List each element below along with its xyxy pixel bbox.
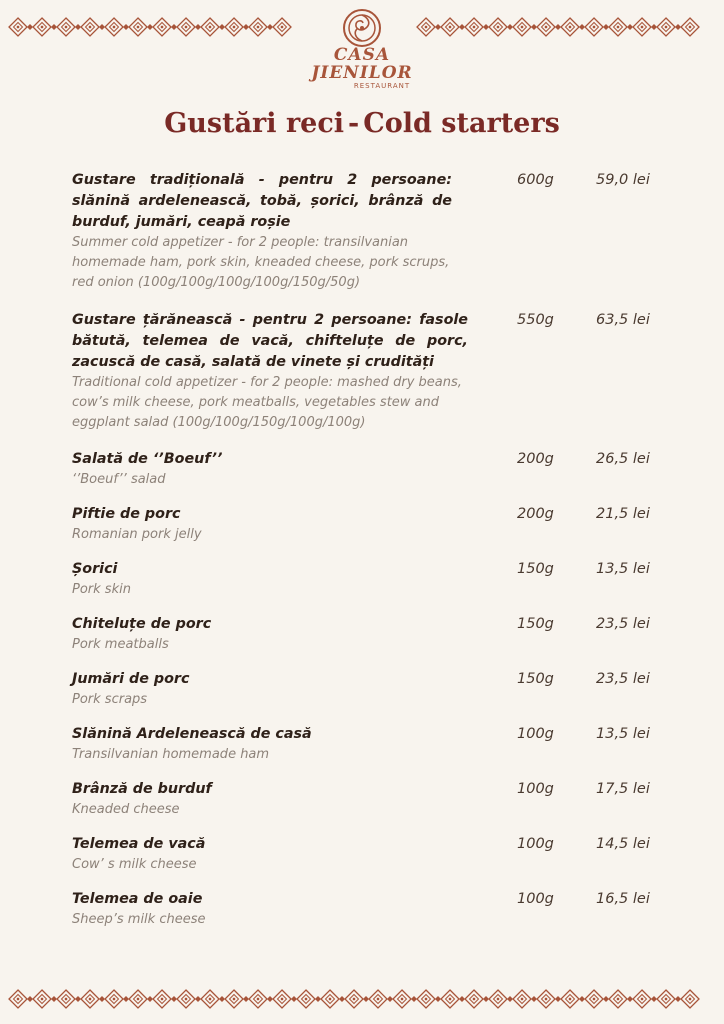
- ornate-medallion-icon: [342, 8, 382, 48]
- diamond-ornament: [201, 990, 219, 1008]
- title-english: Cold starters: [363, 108, 560, 139]
- menu-item-description: Cow’ s milk cheese: [72, 857, 197, 872]
- menu-item-weight: 150g: [517, 616, 554, 632]
- diamond-ornament: [33, 18, 51, 36]
- menu-item-price: 23,5 lei: [596, 671, 650, 687]
- menu-item: [72, 724, 672, 779]
- diamond-ornament: [609, 990, 627, 1008]
- diamond-ornament: [465, 990, 483, 1008]
- diamond-ornament: [585, 18, 603, 36]
- menu-item: [72, 310, 672, 449]
- menu-item-weight: 150g: [517, 671, 554, 687]
- menu-item: [72, 889, 672, 944]
- menu-item-weight: 100g: [517, 836, 554, 852]
- menu-item-description: ‘’Boeuf’’ salad: [72, 472, 166, 487]
- menu-item-texts: [72, 779, 468, 820]
- menu-item-price: 59,0 lei: [596, 172, 650, 188]
- diamond-ornament: [537, 990, 555, 1008]
- menu-item-texts: [72, 449, 468, 490]
- diamond-ornament: [225, 990, 243, 1008]
- diamond-ornament: [441, 990, 459, 1008]
- diamond-ornament: [681, 18, 699, 36]
- menu-item-price: 14,5 lei: [596, 836, 650, 852]
- menu-item-texts: [72, 170, 468, 293]
- bottom-decorative-border: [0, 982, 724, 1016]
- menu-item-description: Sheep’s milk cheese: [72, 912, 206, 927]
- menu-item-name: Salată de ‘’Boeuf’’: [72, 451, 223, 467]
- diamond-ornament: [489, 18, 507, 36]
- diamond-ornament: [273, 990, 291, 1008]
- diamond-ornament: [633, 990, 651, 1008]
- menu-item-weight: 200g: [517, 451, 554, 467]
- diamond-ornament: [609, 18, 627, 36]
- restaurant-logo: [290, 8, 434, 90]
- menu-item-name: Telemea de vacă: [72, 836, 206, 852]
- menu-item-weight: 200g: [517, 506, 554, 522]
- menu-item-description: Pork meatballs: [72, 637, 169, 652]
- diamond-ornament: [177, 18, 195, 36]
- diamond-ornament: [9, 18, 27, 36]
- brand-tagline: RESTAURANT: [353, 82, 411, 90]
- diamond-ornament: [417, 990, 435, 1008]
- diamond-ornament: [33, 990, 51, 1008]
- diamond-ornament: [57, 18, 75, 36]
- menu-item-name: Piftie de porc: [72, 506, 181, 522]
- menu-item: [72, 834, 672, 889]
- menu-item-description: Romanian pork jelly: [72, 527, 202, 542]
- diamond-ornament: [57, 990, 75, 1008]
- diamond-ornament: [81, 990, 99, 1008]
- diamond-ornament: [585, 990, 603, 1008]
- diamond-ornament: [321, 990, 339, 1008]
- diamond-ornament: [393, 990, 411, 1008]
- diamond-ornament: [129, 990, 147, 1008]
- menu-item-name: Gustare tradițională - pentru 2 persoane: slănină ardelenească, tobă, șorici, brânză de burduf, jumări, ceapă roșie: [72, 172, 452, 230]
- menu-item-texts: [72, 834, 468, 875]
- menu-item: [72, 170, 672, 310]
- menu-item-description: Pork scraps: [72, 692, 148, 707]
- diamond-ornament: [153, 990, 171, 1008]
- diamond-border-pattern: [0, 982, 724, 1016]
- diamond-ornament: [249, 18, 267, 36]
- menu-item-description: Traditional cold appetizer - for 2 people: mashed dry beans, cow’s milk cheese, pork meatballs, vegetables stew and eggplant salad (100g/100g/150g/100g/100g): [72, 375, 462, 430]
- menu-item-weight: 600g: [517, 172, 554, 188]
- diamond-ornament: [633, 18, 651, 36]
- diamond-ornament: [153, 18, 171, 36]
- menu-item-texts: [72, 724, 468, 765]
- menu-item: [72, 779, 672, 834]
- menu-item-texts: [72, 504, 468, 545]
- menu-item-price: 26,5 lei: [596, 451, 650, 467]
- menu-item-texts: [72, 669, 468, 710]
- diamond-ornament: [129, 18, 147, 36]
- menu-item: [72, 669, 672, 724]
- menu-item: [72, 614, 672, 669]
- diamond-ornament: [105, 18, 123, 36]
- menu-item-description: Transilvanian homemade ham: [72, 747, 270, 762]
- menu-item-name: Brânză de burduf: [72, 781, 212, 797]
- menu-item-texts: [72, 614, 468, 655]
- menu-item-name: Gustare țărănească - pentru 2 persoane: fasole bătută, telemea de vacă, chifteluțe de porc, zacuscă de casă, salată de vinete și crudități: [72, 312, 468, 370]
- diamond-ornament: [681, 990, 699, 1008]
- diamond-ornament: [657, 18, 675, 36]
- menu-item: [72, 504, 672, 559]
- menu-item-price: 16,5 lei: [596, 891, 650, 907]
- diamond-ornament: [201, 18, 219, 36]
- menu-item: [72, 559, 672, 614]
- diamond-ornament: [345, 990, 363, 1008]
- menu-item-price: 21,5 lei: [596, 506, 650, 522]
- diamond-ornament: [489, 990, 507, 1008]
- diamond-ornament: [561, 990, 579, 1008]
- menu-item-weight: 150g: [517, 561, 554, 577]
- diamond-ornament: [369, 990, 387, 1008]
- menu-item-weight: 100g: [517, 726, 554, 742]
- diamond-ornament: [177, 990, 195, 1008]
- menu-item-weight: 100g: [517, 781, 554, 797]
- menu-item-name: Chiteluțe de porc: [72, 616, 212, 632]
- diamond-ornament: [513, 990, 531, 1008]
- diamond-ornament: [657, 990, 675, 1008]
- title-separator: -: [348, 108, 360, 139]
- diamond-ornament: [441, 18, 459, 36]
- menu-item-name: Telemea de oaie: [72, 891, 203, 907]
- title-romanian: Gustări reci: [164, 108, 345, 139]
- menu-item-name: Șorici: [72, 561, 118, 577]
- menu-item-texts: [72, 310, 468, 433]
- menu-item-weight: 550g: [517, 312, 554, 328]
- brand-name: CASA JIENILOR: [311, 45, 413, 83]
- diamond-ornament: [297, 990, 315, 1008]
- diamond-ornament: [9, 990, 27, 1008]
- menu-item-price: 23,5 lei: [596, 616, 650, 632]
- menu-list: [72, 170, 672, 944]
- menu-item-name: Slănină Ardelenească de casă: [72, 726, 312, 742]
- diamond-ornament: [81, 18, 99, 36]
- diamond-ornament: [249, 990, 267, 1008]
- menu-item-weight: 100g: [517, 891, 554, 907]
- menu-item-name: Jumări de porc: [72, 671, 190, 687]
- diamond-ornament: [465, 18, 483, 36]
- menu-item-price: 17,5 lei: [596, 781, 650, 797]
- menu-item-texts: [72, 889, 468, 930]
- menu-item-texts: [72, 559, 468, 600]
- diamond-ornament: [561, 18, 579, 36]
- page-title: [0, 108, 724, 139]
- menu-item-description: Pork skin: [72, 582, 131, 597]
- menu-item: [72, 449, 672, 504]
- menu-item-price: 63,5 lei: [596, 312, 650, 328]
- diamond-ornament: [513, 18, 531, 36]
- diamond-ornament: [105, 990, 123, 1008]
- menu-item-price: 13,5 lei: [596, 561, 650, 577]
- diamond-ornament: [273, 18, 291, 36]
- diamond-ornament: [225, 18, 243, 36]
- diamond-ornament: [537, 18, 555, 36]
- menu-item-description: Kneaded cheese: [72, 802, 180, 817]
- menu-item-price: 13,5 lei: [596, 726, 650, 742]
- menu-item-description: Summer cold appetizer - for 2 people: transilvanian homemade ham, pork skin, kneaded cheese, pork scrups, red onion (100g/100g/100g/100g/150g/50g): [72, 235, 450, 290]
